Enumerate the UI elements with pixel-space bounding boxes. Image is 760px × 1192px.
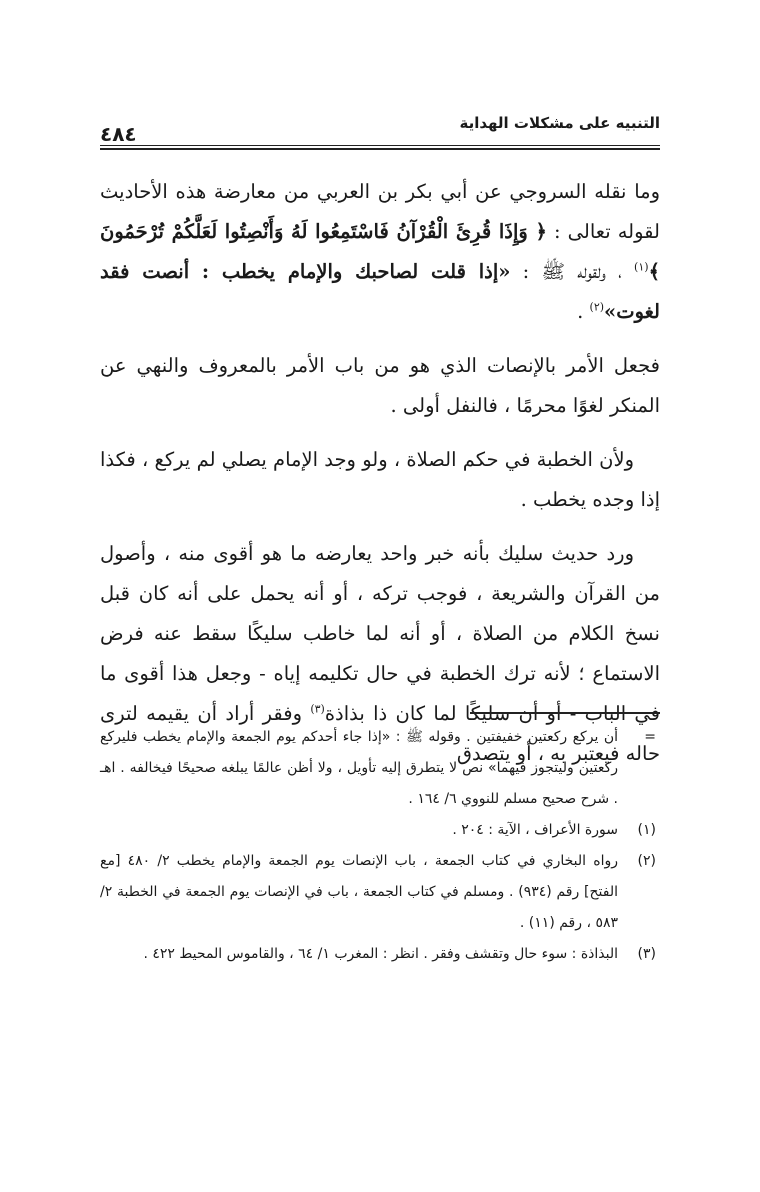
footnote-2 — [100, 846, 660, 939]
footnote-1 — [100, 815, 660, 846]
page-number: ٤٨٤ — [100, 122, 137, 146]
footnote-ref-1: (١) — [634, 260, 649, 274]
paragraph-1-end: . — [577, 300, 590, 323]
footnote-text: البذاذة : سوء حال وتقشف وفقر . انظر : المغرب ١/ ٦٤ ، والقاموس المحيط ٤٢٢ . — [143, 946, 618, 962]
footnote-3 — [100, 939, 660, 970]
footnote-separator — [470, 712, 660, 714]
paragraph-1-middle: ، ولقوله ﷺ : — [510, 260, 635, 283]
paragraph-4-text: ورد حديث سليك بأنه خبر واحد يعارضه ما هو أقوى منه ، وأصول من القرآن والشريعة ، فوجب تركه ، أو أنه يحمل على أنه كان قبل نسخ الكلام من الصلاة ، أو أنه لما خاطب سليكًا سقط عنه فرض الاستماع ؛ لأنه ترك الخطبة في حال تكليمه إياه - وجعل هذا أقوى ما في الباب - أو أن سليكًا لما كان ذا بذاذة — [100, 542, 660, 725]
paragraph-2: فجعل الأمر بالإنصات الذي هو من باب الأمر بالمعروف والنهي عن المنكر لغوًا محرمًا ، فالنفل أولى . — [100, 354, 660, 417]
quran-verse: ﴿ وَإِذَا قُرِئَ الْقُرْآنُ فَاسْتَمِعُوا لَهُ وَأَنْصِتُوا لَعَلَّكُمْ تُرْحَمُونَ ﴾ — [100, 220, 660, 283]
footnotes — [100, 722, 660, 970]
paragraph-3: ولأن الخطبة في حكم الصلاة ، ولو وجد الإمام يصلي لم يركع ، فكذا إذا وجده يخطب . — [100, 448, 660, 511]
main-text — [100, 172, 660, 788]
footnote-mark: (١) — [637, 822, 656, 838]
footnote-mark: (٢) — [637, 853, 656, 869]
paragraph-4-end: وفقر أراد أن يقيمه لترى حاله فيعتبر به ، أو يتصدق — [100, 702, 660, 765]
header-rule — [100, 145, 660, 146]
header-rule-bold — [100, 148, 660, 150]
footnote-text: سورة الأعراف ، الآية : ٢٠٤ . — [452, 822, 618, 838]
footnote-ref-3: (٣) — [310, 702, 325, 716]
footnote-continued — [100, 722, 660, 815]
paragraph-1-intro: وما نقله السروجي عن أبي بكر بن العربي من معارضة هذه الأحاديث لقوله تعالى : — [100, 180, 660, 243]
footnote-text: رواه البخاري في كتاب الجمعة ، باب الإنصات يوم الجمعة والإمام يخطب ٢/ ٤٨٠ [مع الفتح] رقم (٩٣٤) . ومسلم في كتاب الجمعة ، باب في الإنصات يوم الجمعة في الخطبة ٢/ ٥٨٣ ، رقم (١١) . — [100, 853, 618, 931]
running-title: التنبيه على مشكلات الهداية — [459, 114, 660, 132]
footnote-mark: (٣) — [637, 946, 656, 962]
paragraph-1 — [100, 172, 660, 332]
footnote-ref-2: (٢) — [589, 300, 605, 314]
footnote-mark: = — [644, 729, 656, 745]
footnote-text: أن يركع ركعتين خفيفتين . وقوله ﷺ : «إذا جاء أحدكم يوم الجمعة والإمام يخطب فليركع ركعتين وليتجوز فيهما» نص لا يتطرق إليه تأويل ، ولا أظن عالمًا يبلغه صحيحًا فيخالفه . اهـ . شرح صحيح مسلم للنووي ٦/ ١٦٤ . — [100, 729, 618, 807]
hadith-quote: «إذا قلت لصاحبك والإمام يخطب : أنصت فقد لغوت» — [100, 260, 660, 323]
page-header — [100, 110, 660, 150]
